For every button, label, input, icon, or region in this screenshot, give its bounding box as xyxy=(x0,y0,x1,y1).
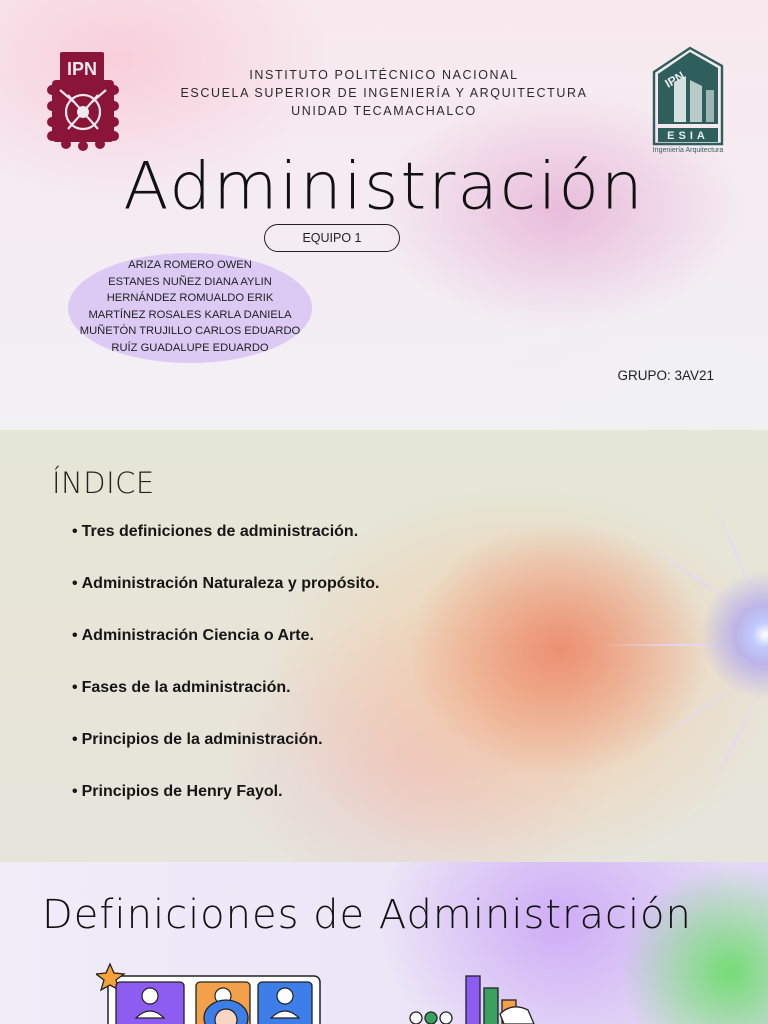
definitions-heading: Definiciones de Administración xyxy=(42,892,692,938)
index-list xyxy=(72,520,379,832)
team-member: MUÑETÓN TRUJILLO CARLOS EDUARDO xyxy=(79,325,301,338)
team-member: MARTÍNEZ ROSALES KARLA DANIELA xyxy=(88,308,292,321)
team-members-list xyxy=(60,257,320,357)
bullet: • xyxy=(72,627,78,644)
team-member: RUÍZ GUADALUPE EDUARDO xyxy=(111,341,269,354)
list-item-text: Principios de Henry Fayol. xyxy=(81,783,283,800)
index-heading: ÍNDICE xyxy=(52,466,155,500)
list-item xyxy=(72,728,379,780)
bar-chart-illustration xyxy=(408,972,568,1024)
team-badge: EQUIPO 1 xyxy=(264,224,400,252)
team-member: HERNÁNDEZ ROMUALDO ERIK xyxy=(106,292,274,305)
list-item-text: Fases de la administración. xyxy=(81,679,291,696)
svg-text:IPN: IPN xyxy=(66,59,98,79)
index-slide xyxy=(0,430,768,862)
institution-name: INSTITUTO POLITÉCNICO NACIONAL xyxy=(249,68,519,82)
unit-name: UNIDAD TECAMACHALCO xyxy=(291,104,477,118)
bullet: • xyxy=(72,783,78,800)
bullet: • xyxy=(72,523,78,540)
ipn-logo xyxy=(46,50,120,156)
light-ray xyxy=(711,691,759,792)
list-item xyxy=(72,520,379,572)
institution-header xyxy=(134,66,634,120)
definitions-slide xyxy=(0,862,768,1024)
bullet: • xyxy=(72,575,78,592)
bullet: • xyxy=(72,679,78,696)
list-item-text: Tres definiciones de administración. xyxy=(81,523,359,540)
team-member: ARIZA ROMERO OWEN xyxy=(128,259,252,271)
svg-text:IPN: IPN xyxy=(662,68,687,91)
list-item xyxy=(72,624,379,676)
group-label: GRUPO: 3AV21 xyxy=(617,368,714,383)
list-item xyxy=(72,572,379,624)
school-name: ESCUELA SUPERIOR DE INGENIERÍA Y ARQUITECTURA xyxy=(180,86,588,100)
svg-text:ESIA: ESIA xyxy=(667,130,709,142)
team-profiles-illustration xyxy=(96,962,326,1024)
esia-logo xyxy=(650,44,726,156)
list-item-text: Administración Naturaleza y propósito. xyxy=(81,575,380,592)
list-item-text: Principios de la administración. xyxy=(81,731,323,748)
team-member: ESTANES NUÑEZ DIANA AYLIN xyxy=(108,275,272,288)
list-item xyxy=(72,780,379,832)
presentation-title: Administración xyxy=(123,148,645,225)
svg-text:Ingeniería Arquitectura: Ingeniería Arquitectura xyxy=(652,147,724,154)
cover-slide xyxy=(0,0,768,430)
list-item-text: Administración Ciencia o Arte. xyxy=(81,627,314,644)
bullet: • xyxy=(72,731,78,748)
list-item xyxy=(72,676,379,728)
